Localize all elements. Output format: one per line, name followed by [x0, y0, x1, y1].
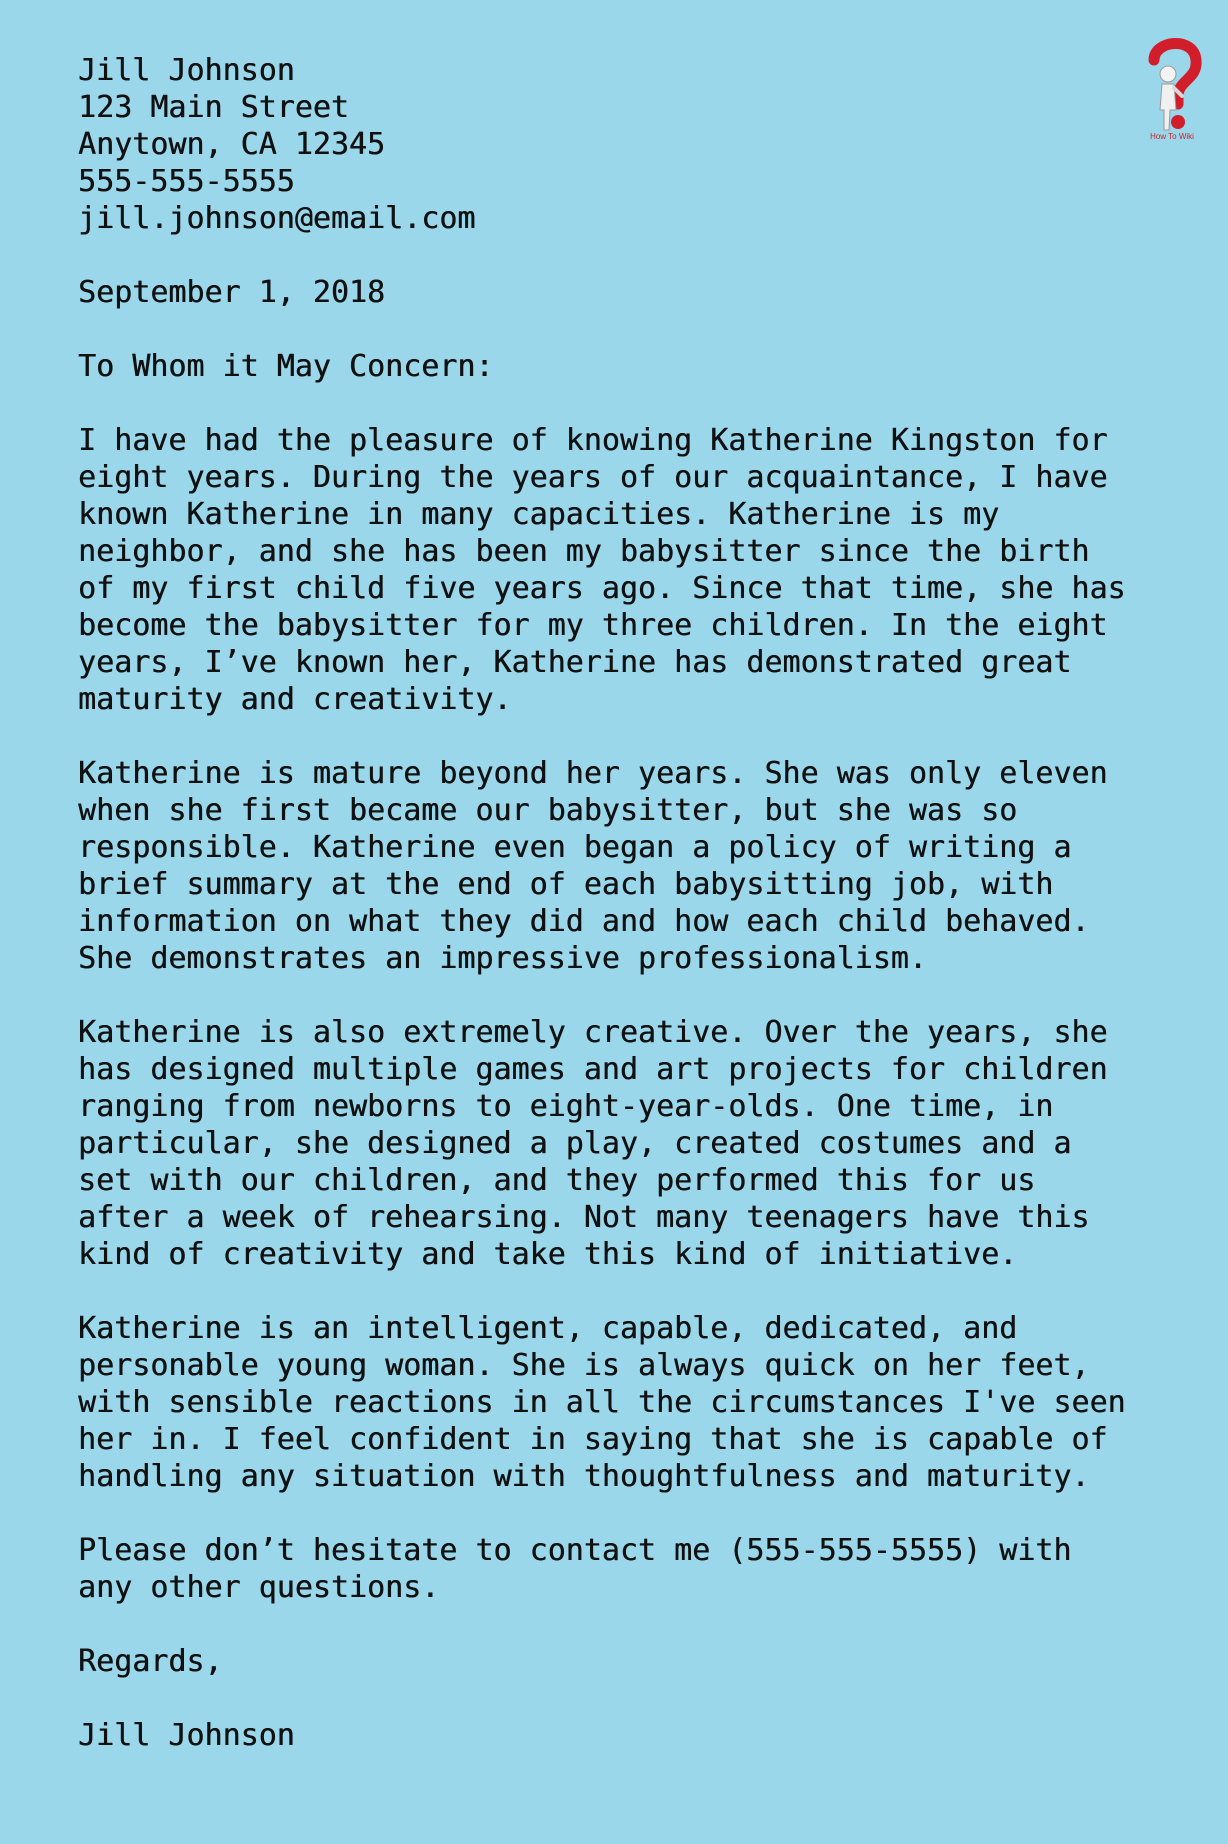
- paragraph-3: [78, 1014, 1138, 1273]
- closing: [78, 1643, 1138, 1680]
- sender-email: jill.johnson@email.com: [78, 201, 476, 236]
- paragraph-line: Katherine is also extremely creative. Over the years, she: [78, 1015, 1108, 1050]
- paragraph-line: become the babysitter for my three children. In the eight: [78, 608, 1108, 643]
- paragraph-line: when she first became our babysitter, but she was so: [78, 793, 1018, 828]
- paragraph-4: [78, 1310, 1138, 1495]
- sender-street: 123 Main Street: [78, 90, 349, 125]
- logo-caption: How To Wiki: [1150, 132, 1194, 141]
- paragraph-line: handling any situation with thoughtfulness and maturity.: [78, 1459, 1090, 1494]
- sender-phone: 555-555-5555: [78, 164, 295, 199]
- paragraph-line: She demonstrates an impressive professionalism.: [78, 941, 927, 976]
- paragraph-5: [78, 1532, 1138, 1606]
- paragraph-line: ranging from newborns to eight-year-olds. One time, in: [78, 1089, 1054, 1124]
- paragraph-line: Please don’t hesitate to contact me (555-555-5555) with: [78, 1533, 1072, 1568]
- paragraph-line: personable young woman. She is always quick on her feet,: [78, 1348, 1090, 1383]
- paragraph-line: responsible. Katherine even began a policy of writing a: [78, 830, 1072, 865]
- paragraph-line: kind of creativity and take this kind of initiative.: [78, 1237, 1018, 1272]
- salutation-text: To Whom it May Concern:: [78, 349, 494, 384]
- paragraph-line: Katherine is an intelligent, capable, dedicated, and: [78, 1311, 1018, 1346]
- paragraph-line: information on what they did and how each child behaved.: [78, 904, 1090, 939]
- letter-date: [78, 274, 1138, 311]
- signature: [78, 1717, 1138, 1754]
- paragraph-line: maturity and creativity.: [78, 682, 512, 717]
- letter-body: [78, 52, 1138, 1754]
- closing-text: Regards,: [78, 1644, 223, 1679]
- paragraph-line: particular, she designed a play, created costumes and a: [78, 1126, 1072, 1161]
- paragraph-line: brief summary at the end of each babysitting job, with: [78, 867, 1054, 902]
- paragraph-line: any other questions.: [78, 1570, 440, 1605]
- date-text: September 1, 2018: [78, 275, 386, 310]
- paragraph-line: known Katherine in many capacities. Katherine is my: [78, 497, 1000, 532]
- paragraph-line: has designed multiple games and art projects for children: [78, 1052, 1108, 1087]
- paragraph-2: [78, 755, 1138, 977]
- sender-name: Jill Johnson: [78, 53, 295, 88]
- paragraph-line: with sensible reactions in all the circumstances I've seen: [78, 1385, 1126, 1420]
- salutation: [78, 348, 1138, 385]
- paragraph-line: I have had the pleasure of knowing Katherine Kingston for: [78, 423, 1108, 458]
- question-mark-figure-icon: [1140, 30, 1204, 148]
- sender-city: Anytown, CA 12345: [78, 127, 386, 162]
- paragraph-line: after a week of rehearsing. Not many teenagers have this: [78, 1200, 1090, 1235]
- sender-address: [78, 52, 1138, 237]
- paragraph-line: set with our children, and they performed this for us: [78, 1163, 1036, 1198]
- signature-text: Jill Johnson: [78, 1718, 295, 1753]
- paragraph-1: [78, 422, 1138, 718]
- paragraph-line: eight years. During the years of our acquaintance, I have: [78, 460, 1108, 495]
- paragraph-line: neighbor, and she has been my babysitter since the birth: [78, 534, 1090, 569]
- paragraph-line: of my first child five years ago. Since that time, she has: [78, 571, 1126, 606]
- paragraph-line: years, I’ve known her, Katherine has demonstrated great: [78, 645, 1072, 680]
- paragraph-line: Katherine is mature beyond her years. She was only eleven: [78, 756, 1108, 791]
- paragraph-line: her in. I feel confident in saying that she is capable of: [78, 1422, 1108, 1457]
